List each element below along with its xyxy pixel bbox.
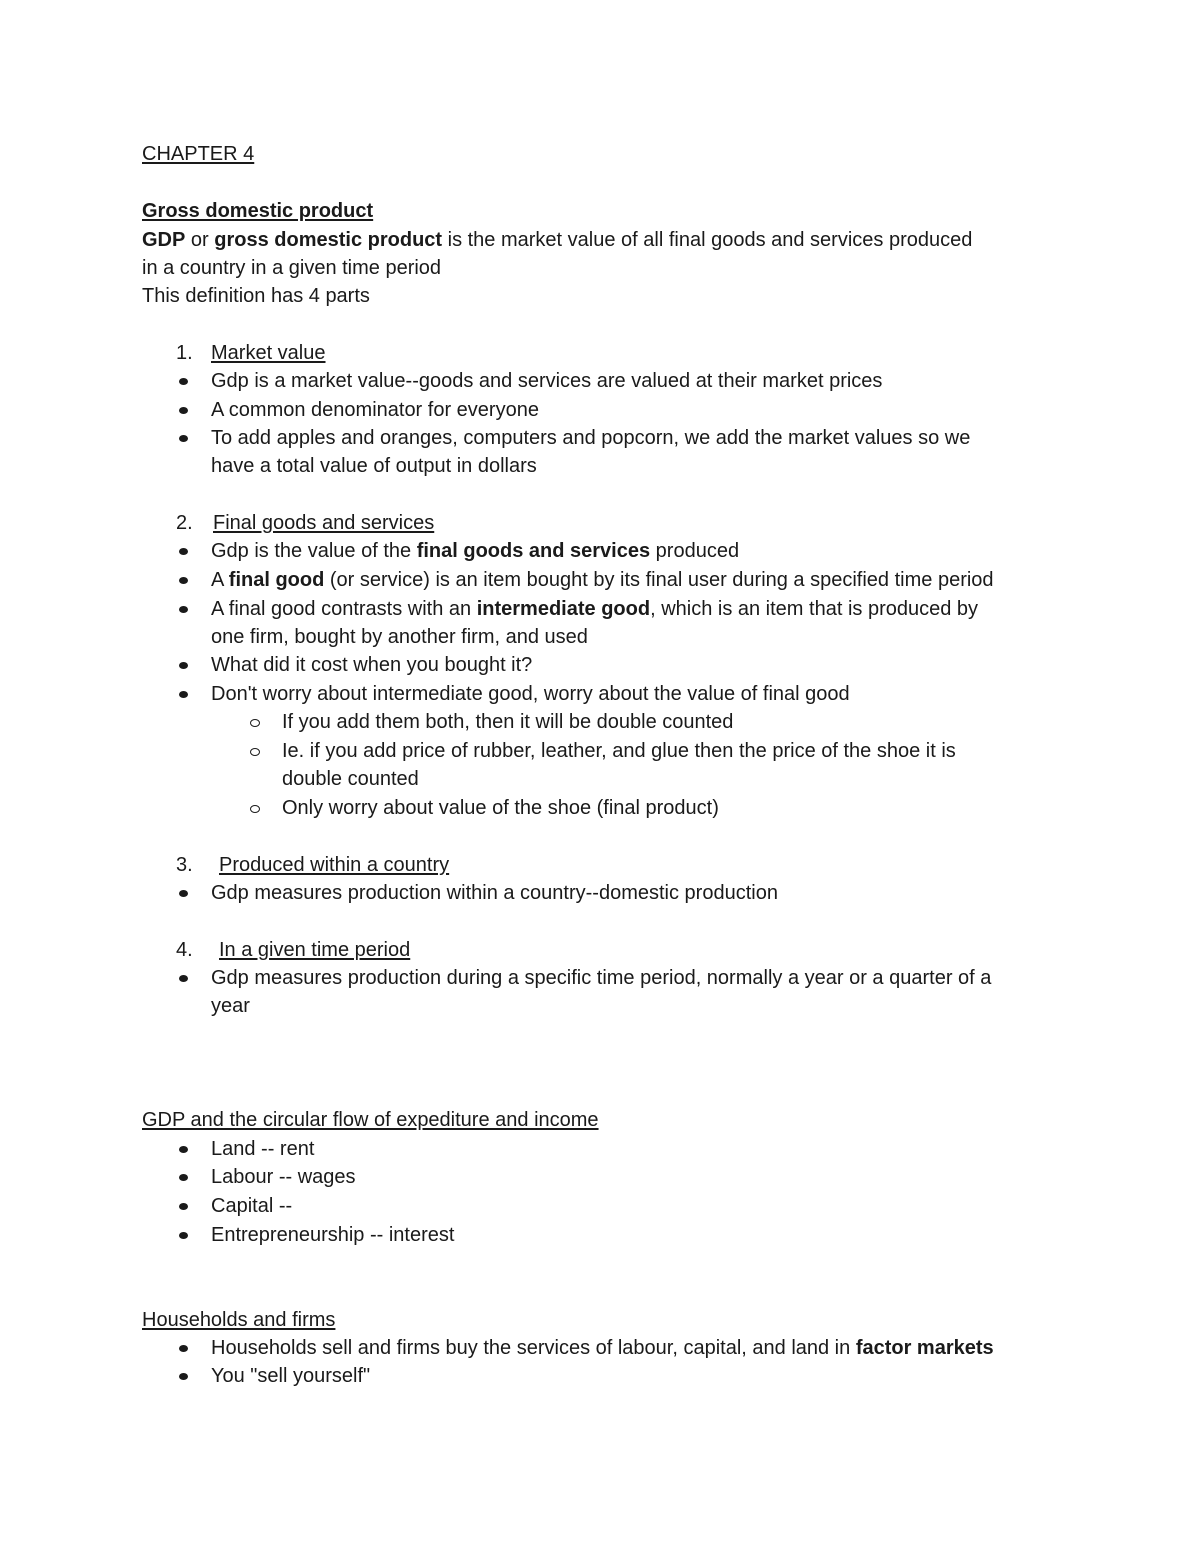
part2-bullet-1-pre: Gdp is the value of the [211, 540, 417, 562]
definition-text-2: is the market value of all final goods and services produced [442, 229, 973, 251]
part3-bullet-1: Gdp measures production within a country--domestic production [211, 882, 778, 904]
final-goods-and-services-term: final goods and services [416, 540, 651, 562]
bullet-icon [179, 975, 188, 982]
part1-bullet-3-cont: have a total value of output in dollars [211, 455, 537, 477]
bullet-icon [179, 662, 188, 669]
part4-title: In a given time period [219, 939, 411, 961]
definition-line-1 [142, 226, 972, 254]
part2-bullet-4: What did it cost when you bought it? [211, 654, 533, 676]
part1-title: Market value [211, 342, 326, 364]
part2-sub-2: Ie. if you add price of rubber, leather, and glue then the price of the shoe it is [282, 740, 956, 762]
definition-line-2: in a country in a given time period [142, 257, 442, 279]
part2-bullet-3 [211, 595, 978, 623]
section-heading-circular-flow: GDP and the circular flow of expediture and income [142, 1109, 599, 1131]
part2-bullet-2-post: (or service) is an item bought by its final user during a specified time period [324, 569, 994, 591]
part2-bullet-2 [211, 566, 994, 594]
gross-domestic-product-term: gross domestic product [214, 229, 443, 251]
final-good-term: final good [228, 569, 325, 591]
bullet-icon [179, 890, 188, 897]
part1-bullet-2: A common denominator for everyone [211, 399, 539, 421]
part4-bullet-1-cont: year [211, 995, 250, 1017]
part2-number: 2. [176, 512, 193, 534]
intermediate-good-term: intermediate good [476, 598, 651, 620]
part3-title: Produced within a country [219, 854, 450, 876]
circular-item-capital: Capital -- [211, 1195, 293, 1217]
bullet-icon [179, 548, 188, 555]
households-bullet-2: You "sell yourself" [211, 1365, 371, 1387]
sub-bullet-icon [250, 748, 260, 756]
bullet-icon [179, 1232, 188, 1239]
circular-item-entrepreneurship: Entrepreneurship -- interest [211, 1224, 455, 1246]
part2-bullet-2-pre: A [211, 569, 229, 591]
bullet-icon [179, 606, 188, 613]
part2-bullet-3-cont: one firm, bought by another firm, and used [211, 626, 588, 648]
part2-sub-3: Only worry about value of the shoe (final product) [282, 797, 719, 819]
bullet-icon [179, 1345, 188, 1352]
part2-bullet-5: Don't worry about intermediate good, worry about the value of final good [211, 683, 850, 705]
households-bullet-1-pre: Households sell and firms buy the services of labour, capital, and land in [211, 1337, 856, 1359]
bullet-icon [179, 577, 188, 584]
circular-item-land: Land -- rent [211, 1138, 315, 1160]
definition-line-3: This definition has 4 parts [142, 285, 370, 307]
part1-bullet-3: To add apples and oranges, computers and popcorn, we add the market values so we [211, 427, 971, 449]
part4-number: 4. [176, 939, 193, 961]
part2-bullet-1-post: produced [650, 540, 740, 562]
bullet-icon [179, 1174, 188, 1181]
part2-bullet-3-pre: A final good contrasts with an [211, 598, 477, 620]
section-heading-households: Households and firms [142, 1309, 336, 1331]
bullet-icon [179, 1373, 188, 1380]
chapter-title: CHAPTER 4 [142, 143, 255, 165]
definition-text-1: or [185, 229, 215, 251]
section-heading-gdp: Gross domestic product [142, 200, 374, 222]
part1-bullet-1: Gdp is a market value--goods and services are valued at their market prices [211, 370, 883, 392]
bullet-icon [179, 407, 188, 414]
bullet-icon [179, 378, 188, 385]
part4-bullet-1: Gdp measures production during a specific time period, normally a year or a quarter of a [211, 967, 992, 989]
part2-title: Final goods and services [213, 512, 435, 534]
bullet-icon [179, 691, 188, 698]
bullet-icon [179, 1203, 188, 1210]
bullet-icon [179, 1146, 188, 1153]
part2-sub-2-cont: double counted [282, 768, 419, 790]
gdp-term: GDP [142, 229, 186, 251]
bullet-icon [179, 435, 188, 442]
part2-bullet-3-post: , which is an item that is produced by [650, 598, 979, 620]
part2-bullet-1 [211, 537, 739, 565]
part3-number: 3. [176, 854, 193, 876]
part1-number: 1. [176, 342, 193, 364]
sub-bullet-icon [250, 805, 260, 813]
circular-item-labour: Labour -- wages [211, 1166, 356, 1188]
households-bullet-1 [211, 1334, 994, 1362]
part2-sub-1: If you add them both, then it will be double counted [282, 711, 734, 733]
sub-bullet-icon [250, 719, 260, 727]
factor-markets-term: factor markets [855, 1337, 994, 1359]
